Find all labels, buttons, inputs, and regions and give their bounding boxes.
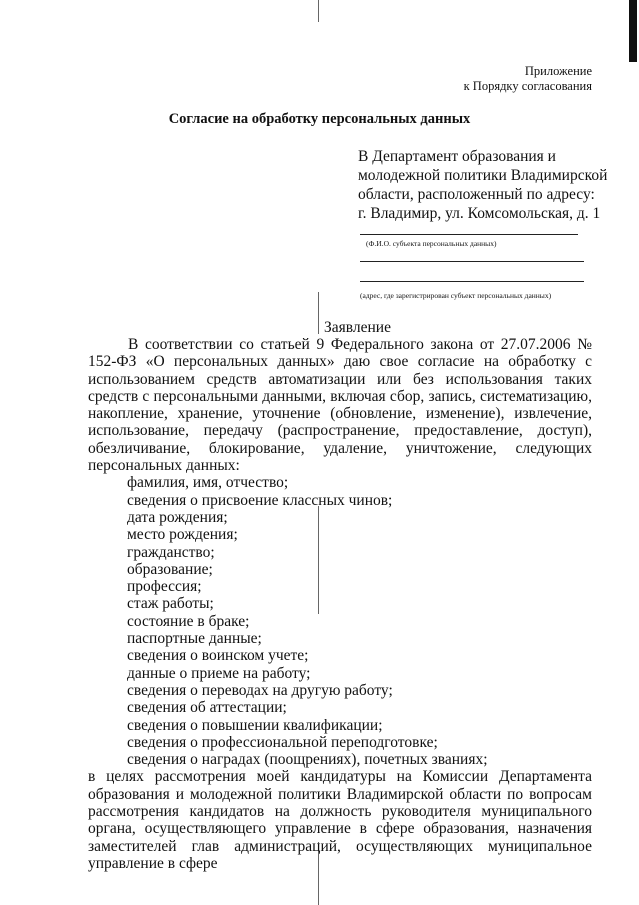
personal-data-item: сведения о воинском учете; — [127, 647, 309, 665]
appendix-line-2: к Порядку согласования — [463, 79, 592, 93]
fio-fill-line — [360, 234, 578, 235]
personal-data-item: сведения о переводах на другую работу; — [127, 681, 393, 699]
document-title: Согласие на обработку персональных данных — [168, 111, 471, 127]
statement-body — [88, 336, 592, 872]
scan-edge-mark — [629, 0, 637, 62]
personal-data-item: паспортные данные; — [127, 630, 262, 648]
fold-line-mid-upper — [318, 292, 319, 334]
personal-data-item: профессия; — [127, 578, 202, 596]
addressee-line-1: В Департамент образования и — [358, 148, 556, 165]
statement-title: Заявление — [324, 319, 391, 336]
fold-line-top — [318, 0, 319, 22]
address-fill-line-1 — [360, 261, 584, 262]
personal-data-item: место рождения; — [127, 526, 238, 544]
personal-data-item: данные о приеме на работу; — [127, 664, 311, 682]
statement-intro: В соответствии со статьей 9 Федерального закона от 27.07.2006 № 152-ФЗ «О персональных данных» даю свое согласие на обработку с использованием средств автоматизации или без использования таких средств с персональными данными, включая сбор, запись, систематизацию, накопление, хранение, уточнение (обновление, изменение), извлечение, использование, передачу (распространение, предоставление, доступ), обезличивание, блокирование, удаление, уничтожение, следующих персональных данных: — [88, 336, 592, 475]
personal-data-item: состояние в браке; — [127, 612, 250, 630]
personal-data-item: сведения о наградах (поощрениях), почетных званиях; — [127, 751, 488, 769]
personal-data-item: сведения о профессиональной переподготовке; — [127, 733, 438, 751]
appendix-header — [464, 64, 592, 94]
statement-purpose: в целях рассмотрения моей кандидатуры на Комиссии Департамента образования и молодежной политики Владимирской области по вопросам рассмотрения кандидатов на должность руководителя муниципального органа, осуществляющего управление в сфере образования, назначения заместителей глав администраций, осуществляющих муниципальное управление в сфере — [88, 768, 592, 872]
appendix-line-1: Приложение — [524, 64, 592, 78]
addressee-line-2: молодежной политики Владимирской — [358, 167, 608, 184]
personal-data-list — [88, 474, 592, 768]
personal-data-item: сведения о повышении квалификации; — [127, 716, 383, 734]
personal-data-item: образование; — [127, 560, 213, 578]
addressee-line-4: г. Владимир, ул. Комсомольская, д. 1 — [358, 205, 601, 222]
personal-data-item: гражданство; — [127, 543, 215, 561]
personal-data-item: стаж работы; — [127, 595, 214, 613]
address-caption: (адрес, где зарегистрирован субъект персональных данных) — [360, 291, 552, 300]
personal-data-item: сведения об аттестации; — [127, 699, 287, 717]
personal-data-item: дата рождения; — [127, 508, 228, 526]
personal-data-item: сведения о присвоение классных чинов; — [127, 491, 393, 509]
addressee-block — [358, 147, 628, 223]
fio-caption: (Ф.И.О. субъекта персональных данных) — [366, 239, 497, 248]
addressee-line-3: области, расположенный по адресу: — [358, 186, 595, 203]
address-fill-line-2 — [360, 281, 584, 282]
personal-data-item: фамилия, имя, отчество; — [127, 474, 289, 492]
